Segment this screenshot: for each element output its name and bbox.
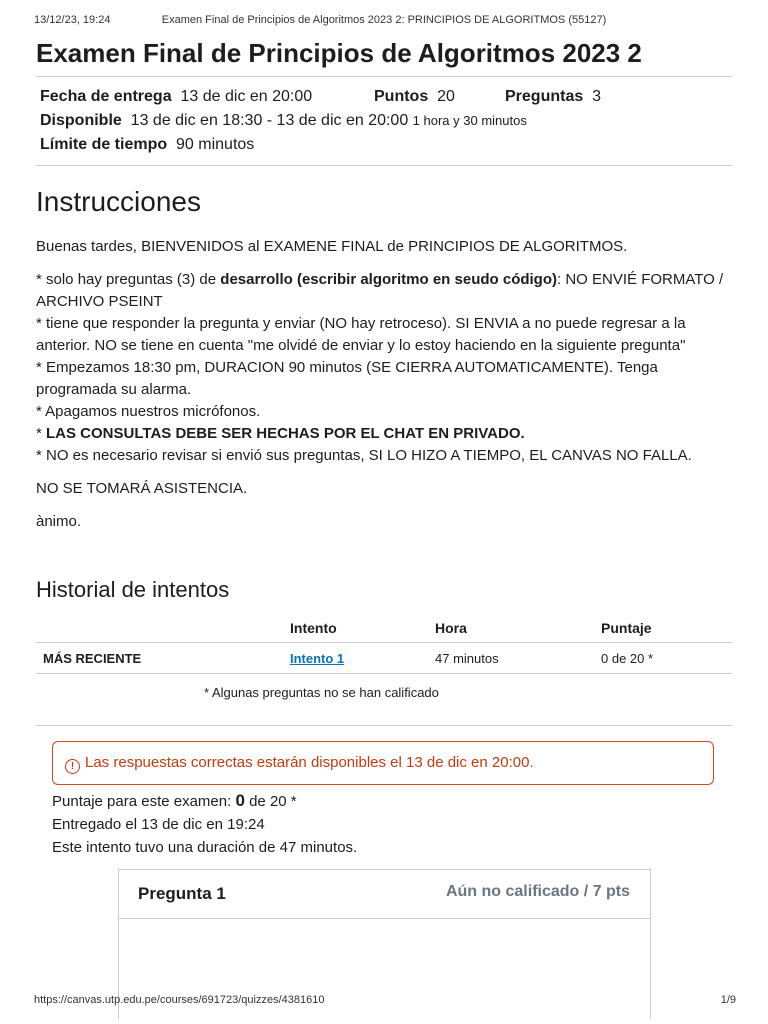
print-doc-title: Examen Final de Principios de Algoritmos 2023 2: PRINCIPIOS DE ALGORITMOS (55127) (161, 14, 607, 26)
instructions-greeting: Buenas tardes, BIENVENIDOS al EXAMENE FINAL de PRINCIPIOS DE ALGORITMOS. (36, 238, 628, 255)
questions-value: 3 (592, 88, 602, 105)
question-name: Pregunta 1 (138, 884, 226, 903)
time-limit-value: 90 minutos (176, 136, 255, 153)
question-header (119, 870, 650, 919)
instruction-line: * NO es necesario revisar si envió sus preguntas, SI LO HIZO A TIEMPO, EL CANVAS NO FALLA. (36, 447, 692, 464)
attempt-label: MÁS RECIENTE (36, 643, 290, 674)
attempt-history-table (36, 614, 732, 674)
instructions-closing: ànimo. (36, 513, 82, 530)
instruction-line: * tiene que responder la pregunta y enviar (NO hay retroceso). SI ENVIA a no puede regresar a la anterior. NO se tiene en cuenta "me olvidé de enviar y lo estoy haciendo en la siguiente pregunta" (36, 315, 686, 354)
table-header-row (36, 614, 732, 643)
instructions-list (36, 269, 732, 467)
print-url: https://canvas.utp.edu.pe/courses/691723/quizzes/4381610 (34, 994, 325, 1006)
column-header (36, 614, 290, 643)
score-line: Puntaje para este examen: 0 de 20 * (52, 791, 297, 810)
points-value: 20 (437, 88, 455, 105)
instruction-line: * solo hay preguntas (3) de desarrollo (escribir algoritmo en seudo código): NO ENVIÉ FORMATO / ARCHIVO PSEINT (36, 271, 724, 310)
column-header: Puntaje (601, 614, 732, 643)
instructions-body (36, 236, 732, 533)
submitted-line: Entregado el 13 de dic en 19:24 (52, 816, 265, 833)
available-value: 13 de dic en 18:30 - 13 de dic en 20:00 (130, 112, 409, 129)
points-label: Puntos (374, 88, 429, 105)
duration-line: Este intento tuvo una duración de 47 minutos. (52, 839, 358, 856)
instruction-line: * LAS CONSULTAS DEBE SER HECHAS POR EL CHAT EN PRIVADO. (36, 425, 525, 442)
print-datetime: 13/12/23, 19:24 (34, 14, 111, 26)
instruction-line: * Empezamos 18:30 pm, DURACION 90 minutos (SE CIERRA AUTOMATICAMENTE). Tenga programada su alarma. (36, 359, 658, 398)
attempt-link[interactable]: Intento 1 (290, 650, 345, 666)
quiz-details (36, 77, 732, 165)
column-header: Hora (435, 614, 601, 643)
history-note: * Algunas preguntas no se han calificado (204, 685, 439, 700)
print-page-number: 1/9 (720, 994, 736, 1006)
available-duration: 1 hora y 30 minutos (412, 113, 527, 128)
available-label: Disponible (40, 112, 122, 129)
print-footer (0, 994, 768, 1010)
quiz-content (36, 36, 732, 859)
correct-answers-alert (52, 741, 714, 785)
attempt-time: 47 minutos (435, 643, 601, 674)
instruction-line: * Apagamos nuestros micrófonos. (36, 403, 261, 420)
attempt-score: 0 de 20 * (601, 643, 732, 674)
column-header: Intento (290, 614, 435, 643)
page-title: Examen Final de Principios de Algoritmos 2023 2 (36, 38, 642, 68)
due-value: 13 de dic en 20:00 (180, 88, 313, 105)
due-label: Fecha de entrega (40, 88, 172, 105)
alert-circle-icon: ! (65, 759, 80, 774)
attempt-summary (52, 789, 732, 859)
time-limit-label: Límite de tiempo (40, 136, 168, 153)
divider (36, 165, 732, 166)
history-title: Historial de intentos (36, 577, 230, 602)
instructions-attendance: NO SE TOMARÁ ASISTENCIA. (36, 480, 248, 497)
print-header (0, 14, 768, 30)
questions-label: Preguntas (505, 88, 584, 105)
question-status: Aún no calificado / 7 pts (445, 883, 630, 900)
instructions-title: Instrucciones (36, 186, 201, 217)
divider (36, 725, 732, 726)
alert-text: Las respuestas correctas estarán disponibles el 13 de dic en 20:00. (85, 754, 534, 771)
table-row (36, 643, 732, 674)
